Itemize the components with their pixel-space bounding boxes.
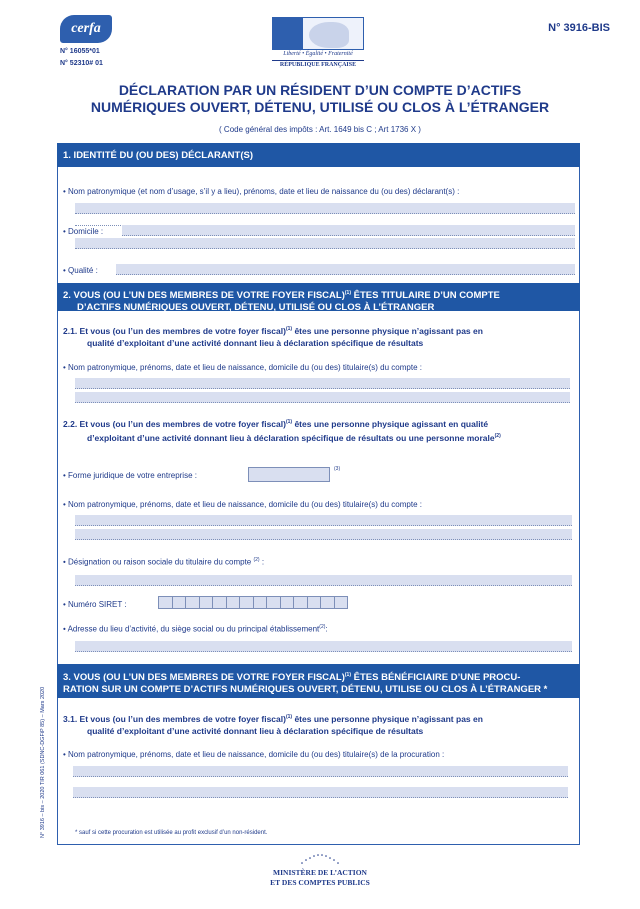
section-3-1-label: 3.1. Et vous (ou l’un des membres de votre foyer fiscal)$^{(1)}$ êtes une personne physique n’agissant pas en qualité d’exploitant d’une activité donnant lieu à déclaration spécifique de résultats bbox=[63, 713, 483, 736]
cerfa-logo: cerfa bbox=[60, 15, 112, 43]
qualite-field[interactable] bbox=[116, 264, 575, 275]
section-1-heading: 1. IDENTITÉ DU (OU DES) DÉCLARANT(S) bbox=[57, 143, 580, 167]
footnote: * sauf si cette procuration est utilisée au profit exclusif d’un non-résident. bbox=[75, 830, 268, 836]
section-2-2-name-label: • Nom patronymique, prénoms, date et lieu de naissance, domicile du (ou des) titulaire(s) du compte : bbox=[63, 500, 422, 509]
designation-label: • Désignation ou raison sociale du titulaire du compte $^{(2)}$ : bbox=[63, 557, 265, 567]
ministry-star-icon bbox=[300, 853, 340, 865]
side-reference: N° 3916 – bis – 2020 TIR 061 (SDNC-DGFiP 85) – Mars 2020 bbox=[40, 686, 46, 838]
page-title bbox=[40, 82, 600, 116]
domicile-label: • Domicile : bbox=[63, 227, 104, 236]
domicile-field[interactable] bbox=[122, 225, 575, 236]
section-2-heading: 2. VOUS (OU L’UN DES MEMBRES DE VOTRE FOYER FISCAL)$^{(1)}$ ÊTES TITULAIRE D’UN COMPTE D’ACTIFS NUMÉRIQUES OUVERT, DÉTENU, UTILISÉ OU CLOS À L’ÉTRANGER bbox=[57, 283, 580, 311]
title-line-1: DÉCLARATION PAR UN RÉSIDENT D’UN COMPTE D’ACTIFS bbox=[118, 82, 522, 98]
section-3-1-name-label: • Nom patronymique, prénoms, date et lieu de naissance, domicile du (ou des) titulaire(s) de la procuration : bbox=[63, 750, 445, 759]
forme-juridique-field[interactable] bbox=[248, 467, 330, 482]
republic-label: RÉPUBLIQUE FRANÇAISE bbox=[272, 60, 364, 68]
ministry-name: MINISTÈRE DE L’ACTION ET DES COMPTES PUBLICS bbox=[270, 868, 370, 887]
forme-juridique-note: (3) bbox=[334, 466, 341, 472]
cerfa-number: N° 16055*01 bbox=[60, 48, 100, 55]
section-2-1-label: 2.1. Et vous (ou l’un des membres de votre foyer fiscal)$^{(1)}$ êtes une personne physique n’agissant pas en qualité d’exploitant d’une activité donnant lieu à déclaration spécifique de résultats bbox=[63, 325, 483, 348]
section-2-2-label: 2.2. Et vous (ou l’un des membres de votre foyer fiscal)$^{(1)}$ êtes une personne physique agissant en qualité d’exploitant d’une activité donnant lieu à déclaration spécifique de résultats ou une personne morale$^{(2)}$ bbox=[63, 418, 501, 443]
title-line-2: NUMÉRIQUES OUVERT, DÉTENU, UTILISÉ OU CLOS À L’ÉTRANGER bbox=[90, 99, 550, 115]
holder-name-field-1[interactable] bbox=[75, 378, 570, 389]
siret-label: • Numéro SIRET : bbox=[63, 600, 127, 609]
declarant-name-field[interactable] bbox=[75, 203, 575, 214]
legal-reference: ( Code général des impôts : Art. 1649 bis C ; Art 1736 X ) bbox=[219, 125, 421, 134]
section-1-name-label: • Nom patronymique (et nom d’usage, s’il y a lieu), prénoms, date et lieu de naissance du (ou des) déclarant(s) : bbox=[63, 187, 460, 196]
designation-field[interactable] bbox=[75, 575, 572, 586]
proxy-name-field-2[interactable] bbox=[73, 787, 568, 798]
adresse-field[interactable] bbox=[75, 641, 572, 652]
domicile-field-2[interactable] bbox=[75, 238, 575, 249]
section-2-1-name-label: • Nom patronymique, prénoms, date et lieu de naissance, domicile du (ou des) titulaire(s) du compte : bbox=[63, 363, 422, 372]
adresse-label: • Adresse du lieu d’activité, du siège social ou du principal établissement$^{(2)}$: bbox=[63, 624, 328, 634]
proxy-name-field-1[interactable] bbox=[73, 766, 568, 777]
forme-juridique-label: • Forme juridique de votre entreprise : bbox=[63, 471, 197, 480]
section-3-heading: 3. VOUS (OU L’UN DES MEMBRES DE VOTRE FOYER FISCAL)$^{(1)}$ ÊTES BÉNÉFICIAIRE D’UNE PROCU- RATION SUR UN COMPTE D’ACTIFS NUMÉRIQUES OUVERT, DÉTENU, UTILISE OU CLOS À L’ÉTRANGER * bbox=[57, 664, 580, 698]
entity-holder-field-1[interactable] bbox=[75, 515, 572, 526]
qualite-label: • Qualité : bbox=[63, 266, 98, 275]
entity-holder-field-2[interactable] bbox=[75, 529, 572, 540]
motto: Liberté • Égalité • Fraternité bbox=[283, 51, 353, 57]
form-number: N° 3916-BIS bbox=[548, 22, 610, 34]
marianne-flag-icon bbox=[272, 17, 364, 50]
siret-field[interactable] bbox=[158, 596, 347, 609]
cerfa-code: N° 52310# 01 bbox=[60, 60, 103, 67]
marianne-logo bbox=[272, 17, 364, 75]
holder-name-field-2[interactable] bbox=[75, 392, 570, 403]
